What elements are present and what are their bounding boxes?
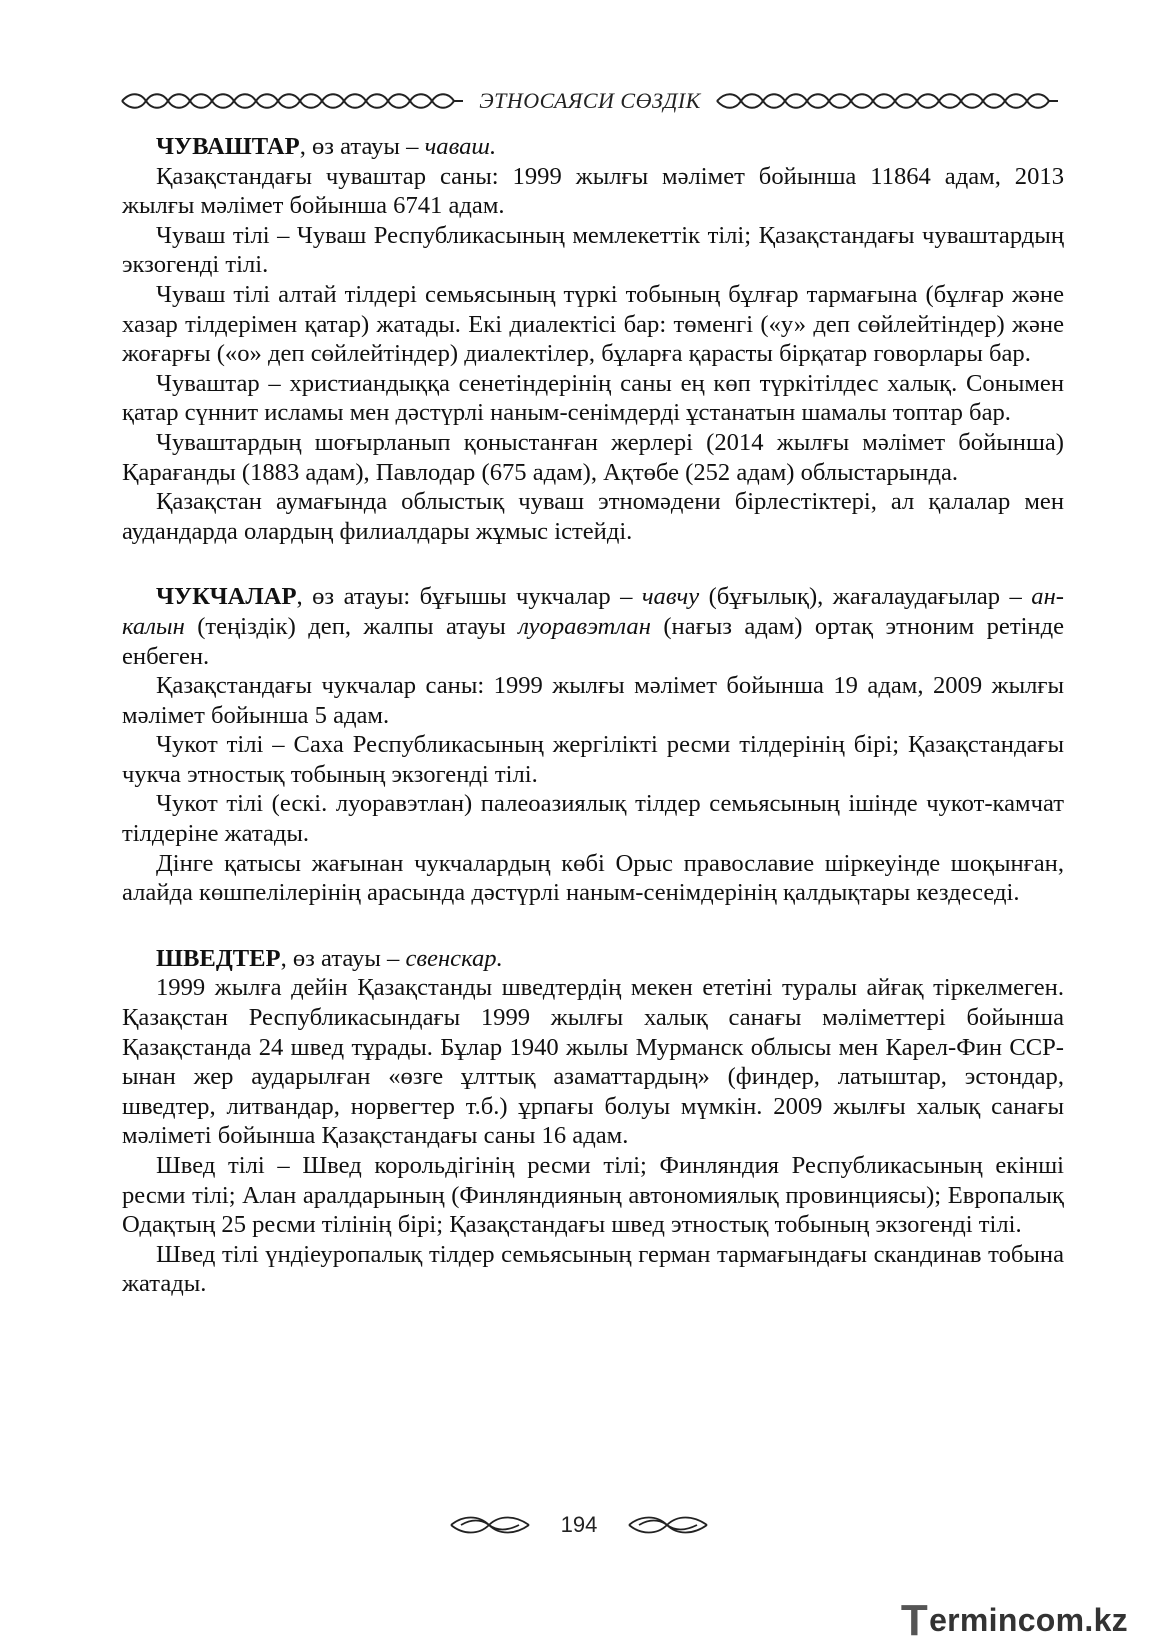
self-name: чаваш. bbox=[424, 133, 497, 160]
entry-lead: ЧУВАШТАР, өз атауы – чаваш. bbox=[156, 133, 497, 160]
site-watermark: Termincom.kz bbox=[900, 1596, 1128, 1645]
paragraph: Чуваш тілі алтай тілдері семьясының түркі тобының бұлғар тармағына (бұлғар және хазар тілдерімен қатар) жатады. Екі диалектісі бар: төменгі («у» деп сөйлейтіндер) және жоғарғы («о» деп сөйлейтіндер) диалектілер, бұларға қарасты бірқатар говорлары бар. bbox=[122, 280, 1064, 368]
entry-headword: ЧУВАШТАР bbox=[156, 133, 300, 160]
entry-lead: ЧУКЧАЛАР, өз атауы: бұғышы чукчалар – чавчу (бұғылық), жағалаудағылар – ан-калын (теңіздік) деп, жалпы атауы луоравэтлан (нағыз адам) ортақ этноним ретінде енбеген. bbox=[122, 583, 1064, 670]
entry-chukchi bbox=[122, 582, 1064, 908]
entry-lead: ШВЕДТЕР, өз атауы – свенскар. bbox=[156, 944, 503, 972]
paragraph: Чукот тілі (ескі. луоравэтлан) палеоазиялық тілдер семьясының ішінде чукот-камчат тілдеріне жатады. bbox=[122, 790, 1064, 848]
entry-headword: ШВЕДТЕР bbox=[156, 944, 281, 972]
flourish-left-icon bbox=[449, 1513, 531, 1537]
self-name: свенскар. bbox=[405, 944, 503, 972]
paragraph: Чуваш тілі – Чуваш Республикасының мемлекеттік тілі; Қазақстандағы чуваштардың экзогенді тілі. bbox=[122, 221, 1064, 279]
paragraph: Чуваштар – христиандыққа сенетіндерінің саны ең көп түркітілдес халық. Сонымен қатар сүннит исламы мен дәстүрлі наным-сенімдерді ұстанатын шамалы топтар бар. bbox=[122, 369, 1064, 427]
paragraph: Дінге қатысы жағынан чукчалардың көбі Орыс православие шіркеуінде шоқынған, алайда көшпелілерінің арасында дәстүрлі наным-сенімдерінің қалдықтары кездеседі. bbox=[122, 849, 1064, 907]
ornament-right-icon bbox=[715, 90, 1060, 112]
page-footer bbox=[0, 1512, 1158, 1538]
paragraph: Қазақстандағы чукчалар саны: 1999 жылғы мәлімет бойынша 19 адам, 2009 жылғы мәлімет бойынша 5 адам. bbox=[122, 672, 1064, 729]
dictionary-body bbox=[122, 132, 1064, 1335]
paragraph: Қазақстандағы чуваштар саны: 1999 жылғы мәлімет бойынша 11864 адам, 2013 жылғы мәлімет бойынша 6741 адам. bbox=[122, 162, 1064, 220]
paragraph: 1999 жылға дейін Қазақстанды шведтердің мекен ететіні туралы айғақ тіркелмеген. Қазақстан Республикасындағы 1999 жылғы халық санағы мәліметтері бойынша Қазақстанда 24 швед тұрады. Бұлар 1940 жылы Мурманск облысы мен Карел-Фин ССР-ынан жер аударылған «өзге ұлттық азаматтардың» (финдер, латыштар, эстондар, шведтер, литвандар, норвегтер т.б.) ұрпағы болуы мүмкін. 2009 жылғы халық санағы мәліметі бойынша Қазақстандағы саны 16 адам. bbox=[122, 974, 1064, 1150]
flourish-right-icon bbox=[627, 1513, 709, 1537]
ornament-left-icon bbox=[120, 90, 465, 112]
entry-headword: ЧУКЧАЛАР bbox=[156, 583, 297, 611]
paragraph: Швед тілі – Швед корольдігінің ресми тілі; Финляндия Республикасының екінші ресми тілі; Алан аралдарының (Финляндияның автономиялық провинциясы); Европалық Одақтың 25 ресми тілінің бірі; Қазақстандағы швед этностық тобының экзогенді тілі. bbox=[122, 1152, 1064, 1239]
entry-chuvash bbox=[122, 132, 1064, 546]
paragraph: Швед тілі үндіеуропалық тілдер семьясының герман тармағындағы скандинав тобына жатады. bbox=[122, 1240, 1064, 1298]
paragraph: Чуваштардың шоғырланып қоныстанған жерлері (2014 жылғы мәлімет бойынша) Қарағанды (1883 адам), Павлодар (675 адам), Ақтөбе (252 адам) облыстарында. bbox=[122, 428, 1064, 486]
paragraph: Қазақстан аумағында облыстық чуваш этномәдени бірлестіктері, ал қалалар мен аудандарда олардың филиалдары жұмыс істейді. bbox=[122, 488, 1064, 545]
entry-swedes bbox=[122, 944, 1064, 1299]
running-header bbox=[120, 86, 1060, 116]
paragraph: Чукот тілі – Саха Республикасының жергілікті ресми тілдерінің бірі; Қазақстандағы чукча этностық тобының экзогенді тілі. bbox=[122, 731, 1064, 788]
page-number: 194 bbox=[560, 1512, 598, 1537]
header-title: ЭТНОСАЯСИ СӨЗДІК bbox=[479, 88, 701, 113]
